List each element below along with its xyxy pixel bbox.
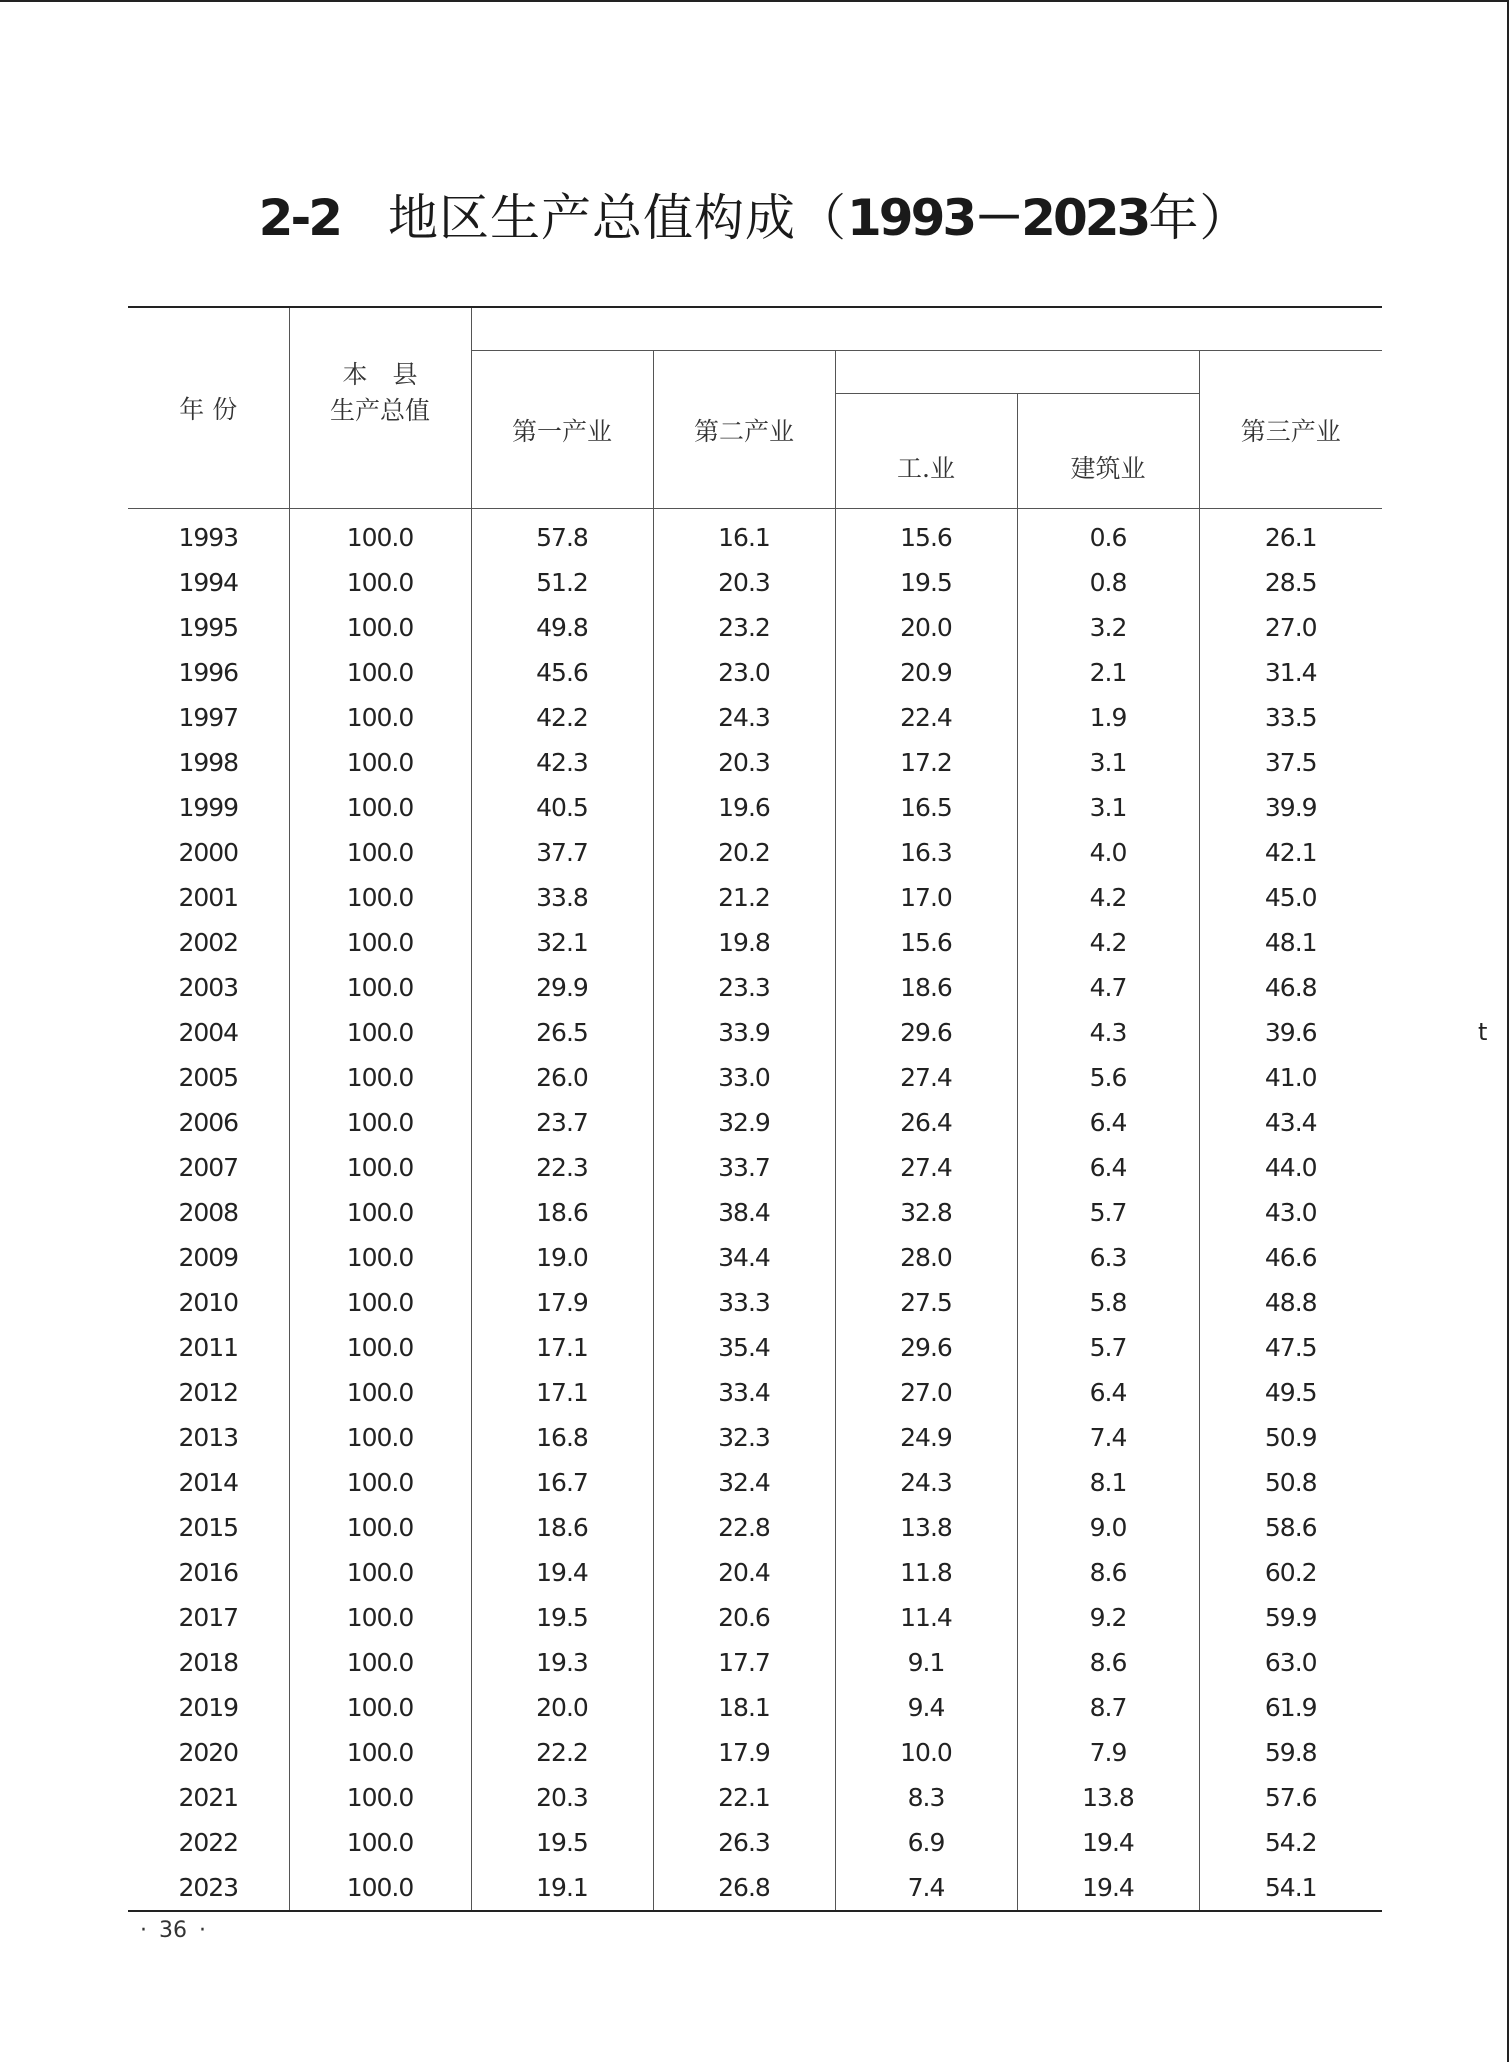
table-cell: 17.0 <box>835 875 1017 920</box>
table-cell: 19.6 <box>653 785 835 830</box>
table-cell: 1995 <box>178 613 239 642</box>
table-cell: 24.3 <box>835 1460 1017 1505</box>
table-cell: 1998 <box>178 748 239 777</box>
table-cell: 27.5 <box>835 1280 1017 1325</box>
table-row <box>128 605 1382 650</box>
title-paren-close: ） <box>1199 189 1251 247</box>
table-cell: 17.9 <box>653 1730 835 1775</box>
table-cell: 2019 <box>178 1693 239 1722</box>
table-cell: 19.5 <box>471 1595 653 1640</box>
table-cell: 100.0 <box>289 560 471 605</box>
table-cell: 33.9 <box>653 1010 835 1055</box>
table-cell: 61.9 <box>1199 1685 1382 1730</box>
table-cell: 2003 <box>178 973 239 1002</box>
table-cell: 8.1 <box>1017 1460 1199 1505</box>
table-cell: 2016 <box>178 1558 239 1587</box>
table-cell: 59.8 <box>1199 1730 1382 1775</box>
table-cell: 100.0 <box>289 1685 471 1730</box>
table-cell: 46.8 <box>1199 965 1382 1010</box>
table-cell: 2015 <box>178 1513 239 1542</box>
header-gdp-line1: 本 县 <box>342 360 418 389</box>
table-cell: 100.0 <box>289 605 471 650</box>
table-cell: 1996 <box>178 658 239 687</box>
table-cell: 16.3 <box>835 830 1017 875</box>
table-cell: 100.0 <box>289 1010 471 1055</box>
table-cell: 20.6 <box>653 1595 835 1640</box>
table-cell: 39.9 <box>1199 785 1382 830</box>
table-cell: 57.8 <box>471 509 653 561</box>
table-cell: 42.2 <box>471 695 653 740</box>
table-cell: 50.8 <box>1199 1460 1382 1505</box>
table-row <box>128 650 1382 695</box>
table-row <box>128 1190 1382 1235</box>
table-cell: 2020 <box>178 1738 239 1767</box>
table-code: 2-2 <box>258 189 340 247</box>
table-row <box>128 1460 1382 1505</box>
table-cell: 22.1 <box>653 1775 835 1820</box>
table-cell: 8.6 <box>1017 1640 1199 1685</box>
table-cell: 22.8 <box>653 1505 835 1550</box>
table-cell: 33.3 <box>653 1280 835 1325</box>
table-cell: 2002 <box>178 928 239 957</box>
table-cell: 33.4 <box>653 1370 835 1415</box>
table-cell: 17.2 <box>835 740 1017 785</box>
table-cell: 31.4 <box>1199 650 1382 695</box>
table-cell: 100.0 <box>289 1190 471 1235</box>
table-cell: 23.0 <box>653 650 835 695</box>
table-cell: 42.3 <box>471 740 653 785</box>
table-cell: 20.4 <box>653 1550 835 1595</box>
table-cell: 13.8 <box>1017 1775 1199 1820</box>
table-cell: 2017 <box>178 1603 239 1632</box>
header-gdp-line2: 生产总值 <box>329 396 430 425</box>
table-cell: 0.8 <box>1017 560 1199 605</box>
table-row <box>128 509 1382 561</box>
table-cell: 28.0 <box>835 1235 1017 1280</box>
table-cell: 100.0 <box>289 1595 471 1640</box>
table-cell: 37.5 <box>1199 740 1382 785</box>
table-cell: 2007 <box>178 1153 239 1182</box>
table-cell: 5.6 <box>1017 1055 1199 1100</box>
table-cell: 100.0 <box>289 1235 471 1280</box>
table-row <box>128 1865 1382 1911</box>
table-cell: 2000 <box>178 838 239 867</box>
table-cell: 47.5 <box>1199 1325 1382 1370</box>
table-cell: 2006 <box>178 1108 239 1137</box>
title-year-suffix: 年 <box>1148 189 1200 247</box>
table-cell: 48.1 <box>1199 920 1382 965</box>
table-cell: 28.5 <box>1199 560 1382 605</box>
table-cell: 100.0 <box>289 785 471 830</box>
table-cell: 23.7 <box>471 1100 653 1145</box>
table-cell: 22.3 <box>471 1145 653 1190</box>
table-cell: 20.3 <box>471 1775 653 1820</box>
table-body <box>128 509 1382 1912</box>
table-cell: 8.7 <box>1017 1685 1199 1730</box>
table-cell: 2009 <box>178 1243 239 1272</box>
table-cell: 26.4 <box>835 1100 1017 1145</box>
table-cell: 19.5 <box>835 560 1017 605</box>
table-cell: 0.6 <box>1017 509 1199 561</box>
table-cell: 18.6 <box>471 1505 653 1550</box>
table-cell: 49.8 <box>471 605 653 650</box>
table-row <box>128 1685 1382 1730</box>
table-cell: 8.3 <box>835 1775 1017 1820</box>
table-cell: 16.8 <box>471 1415 653 1460</box>
table-cell: 6.4 <box>1017 1145 1199 1190</box>
table-cell: 1994 <box>178 568 239 597</box>
table-cell: 100.0 <box>289 1280 471 1325</box>
table-cell: 27.0 <box>835 1370 1017 1415</box>
table-cell: 9.0 <box>1017 1505 1199 1550</box>
table-cell: 26.0 <box>471 1055 653 1100</box>
table-cell: 43.4 <box>1199 1100 1382 1145</box>
table-cell: 7.4 <box>835 1865 1017 1911</box>
header-gdp <box>289 307 471 509</box>
table-cell: 17.1 <box>471 1325 653 1370</box>
table-cell: 100.0 <box>289 740 471 785</box>
table-row <box>128 785 1382 830</box>
table-row <box>128 830 1382 875</box>
table-cell: 2014 <box>178 1468 239 1497</box>
table-cell: 2021 <box>178 1783 239 1812</box>
table-cell: 23.3 <box>653 965 835 1010</box>
table-row <box>128 1145 1382 1190</box>
table-row <box>128 1415 1382 1460</box>
table-cell: 23.2 <box>653 605 835 650</box>
table-cell: 20.9 <box>835 650 1017 695</box>
table-cell: 19.4 <box>1017 1820 1199 1865</box>
table-cell: 100.0 <box>289 1865 471 1911</box>
table-cell: 60.2 <box>1199 1550 1382 1595</box>
table-cell: 15.6 <box>835 509 1017 561</box>
table-cell: 24.9 <box>835 1415 1017 1460</box>
table-cell: 100.0 <box>289 650 471 695</box>
table-cell: 59.9 <box>1199 1595 1382 1640</box>
table-row <box>128 1595 1382 1640</box>
table-cell: 49.5 <box>1199 1370 1382 1415</box>
table-cell: 11.4 <box>835 1595 1017 1640</box>
table-cell: 29.6 <box>835 1325 1017 1370</box>
table-cell: 100.0 <box>289 1820 471 1865</box>
table-cell: 45.0 <box>1199 875 1382 920</box>
table-cell: 54.1 <box>1199 1865 1382 1911</box>
table-cell: 50.9 <box>1199 1415 1382 1460</box>
table-cell: 1999 <box>178 793 239 822</box>
table-cell: 46.6 <box>1199 1235 1382 1280</box>
table-row <box>128 1820 1382 1865</box>
table-cell: 16.5 <box>835 785 1017 830</box>
table-cell: 26.5 <box>471 1010 653 1055</box>
table-cell: 2005 <box>178 1063 239 1092</box>
title-paren-open: （ <box>796 189 847 247</box>
table-cell: 6.4 <box>1017 1370 1199 1415</box>
table-cell: 32.9 <box>653 1100 835 1145</box>
table-cell: 17.1 <box>471 1370 653 1415</box>
table-cell: 35.4 <box>653 1325 835 1370</box>
table-cell: 29.9 <box>471 965 653 1010</box>
table-cell: 100.0 <box>289 920 471 965</box>
table-cell: 100.0 <box>289 1415 471 1460</box>
table-cell: 33.8 <box>471 875 653 920</box>
margin-mark: t <box>1478 1018 1488 1046</box>
table-cell: 57.6 <box>1199 1775 1382 1820</box>
table-name: 地区生产总值构成 <box>388 189 796 247</box>
table-row <box>128 740 1382 785</box>
table-cell: 42.1 <box>1199 830 1382 875</box>
table-cell: 48.8 <box>1199 1280 1382 1325</box>
table-cell: 27.4 <box>835 1145 1017 1190</box>
table-cell: 100.0 <box>289 1370 471 1415</box>
table-cell: 2013 <box>178 1423 239 1452</box>
table-cell: 34.4 <box>653 1235 835 1280</box>
table-cell: 32.4 <box>653 1460 835 1505</box>
table-cell: 33.0 <box>653 1055 835 1100</box>
table-cell: 29.6 <box>835 1010 1017 1055</box>
table-cell: 17.9 <box>471 1280 653 1325</box>
table-cell: 9.2 <box>1017 1595 1199 1640</box>
table-cell: 2008 <box>178 1198 239 1227</box>
table-cell: 4.7 <box>1017 965 1199 1010</box>
header-year: 年 份 <box>128 307 289 509</box>
table-row <box>128 920 1382 965</box>
table-row <box>128 1235 1382 1280</box>
table-row <box>128 875 1382 920</box>
table-cell: 19.4 <box>1017 1865 1199 1911</box>
table-cell: 44.0 <box>1199 1145 1382 1190</box>
table-row <box>128 1730 1382 1775</box>
table-cell: 4.3 <box>1017 1010 1199 1055</box>
table-cell: 22.2 <box>471 1730 653 1775</box>
table-cell: 100.0 <box>289 1100 471 1145</box>
table-cell: 2004 <box>178 1018 239 1047</box>
header-primary-industry: 第一产业 <box>471 351 653 509</box>
table-cell: 26.8 <box>653 1865 835 1911</box>
table-cell: 22.4 <box>835 695 1017 740</box>
table-cell: 6.3 <box>1017 1235 1199 1280</box>
table-cell: 10.0 <box>835 1730 1017 1775</box>
table-cell: 32.3 <box>653 1415 835 1460</box>
table-cell: 100.0 <box>289 965 471 1010</box>
table-cell: 7.9 <box>1017 1730 1199 1775</box>
gdp-composition-table <box>128 306 1382 1912</box>
table-cell: 5.8 <box>1017 1280 1199 1325</box>
table-row <box>128 695 1382 740</box>
table-cell: 100.0 <box>289 1730 471 1775</box>
table-row <box>128 1370 1382 1415</box>
table-row <box>128 560 1382 605</box>
table-cell: 4.2 <box>1017 920 1199 965</box>
table-cell: 39.6 <box>1199 1010 1382 1055</box>
header-construction: 建筑业 <box>1017 394 1199 509</box>
table-cell: 11.8 <box>835 1550 1017 1595</box>
table-cell: 2.1 <box>1017 650 1199 695</box>
table-cell: 19.0 <box>471 1235 653 1280</box>
table-cell: 19.1 <box>471 1865 653 1911</box>
table-cell: 6.4 <box>1017 1100 1199 1145</box>
table-cell: 26.3 <box>653 1820 835 1865</box>
table-cell: 37.7 <box>471 830 653 875</box>
table-cell: 8.6 <box>1017 1550 1199 1595</box>
header-secondary-industry: 第二产业 <box>653 351 835 509</box>
table-cell: 38.4 <box>653 1190 835 1235</box>
table-cell: 19.5 <box>471 1820 653 1865</box>
table-cell: 33.7 <box>653 1145 835 1190</box>
table-cell: 100.0 <box>289 695 471 740</box>
table-cell: 21.2 <box>653 875 835 920</box>
table-cell: 6.9 <box>835 1820 1017 1865</box>
table-row <box>128 965 1382 1010</box>
table-cell: 9.1 <box>835 1640 1017 1685</box>
table-cell: 20.3 <box>653 560 835 605</box>
table-cell: 2011 <box>178 1333 239 1362</box>
table-cell: 43.0 <box>1199 1190 1382 1235</box>
table-row <box>128 1775 1382 1820</box>
table-cell: 20.0 <box>835 605 1017 650</box>
table-cell: 20.2 <box>653 830 835 875</box>
table-cell: 2023 <box>128 1865 289 1911</box>
table-cell: 100.0 <box>289 1550 471 1595</box>
table-cell: 100.0 <box>289 1145 471 1190</box>
table-cell: 100.0 <box>289 875 471 920</box>
header-tertiary-industry: 第三产业 <box>1199 351 1382 509</box>
table-cell: 19.3 <box>471 1640 653 1685</box>
table-cell: 20.3 <box>653 740 835 785</box>
table-cell: 1993 <box>178 523 239 552</box>
header-industry: 工.业 <box>835 394 1017 509</box>
page-top-border <box>0 0 1509 2</box>
table-cell: 33.5 <box>1199 695 1382 740</box>
table-cell: 2022 <box>178 1828 239 1857</box>
table-cell: 100.0 <box>289 509 471 561</box>
table-cell: 100.0 <box>289 1775 471 1820</box>
table-cell: 100.0 <box>289 830 471 875</box>
table-cell: 27.0 <box>1199 605 1382 650</box>
table-cell: 51.2 <box>471 560 653 605</box>
table-cell: 15.6 <box>835 920 1017 965</box>
table-cell: 3.1 <box>1017 785 1199 830</box>
table-row <box>128 1100 1382 1145</box>
table-cell: 1997 <box>178 703 239 732</box>
table-cell: 13.8 <box>835 1505 1017 1550</box>
table-cell: 100.0 <box>289 1055 471 1100</box>
table-cell: 54.2 <box>1199 1820 1382 1865</box>
table-cell: 18.6 <box>471 1190 653 1235</box>
table-cell: 100.0 <box>289 1460 471 1505</box>
table-cell: 41.0 <box>1199 1055 1382 1100</box>
table-cell: 32.8 <box>835 1190 1017 1235</box>
page-number: · 36 · <box>140 1918 206 1943</box>
table-cell: 45.6 <box>471 650 653 695</box>
table-cell: 3.1 <box>1017 740 1199 785</box>
table-cell: 5.7 <box>1017 1325 1199 1370</box>
table-cell: 2010 <box>178 1288 239 1317</box>
table-cell: 2018 <box>178 1648 239 1677</box>
table-cell: 19.8 <box>653 920 835 965</box>
table-cell: 19.4 <box>471 1550 653 1595</box>
table-cell: 4.2 <box>1017 875 1199 920</box>
table-cell: 63.0 <box>1199 1640 1382 1685</box>
table-cell: 27.4 <box>835 1055 1017 1100</box>
table-cell: 24.3 <box>653 695 835 740</box>
table-cell: 20.0 <box>471 1685 653 1730</box>
table-cell: 32.1 <box>471 920 653 965</box>
table-cell: 100.0 <box>289 1505 471 1550</box>
table-cell: 40.5 <box>471 785 653 830</box>
table-cell: 26.1 <box>1199 509 1382 561</box>
page-title <box>0 178 1509 250</box>
table-cell: 18.6 <box>835 965 1017 1010</box>
table-row <box>128 1325 1382 1370</box>
table-cell: 16.1 <box>653 509 835 561</box>
table-cell: 17.7 <box>653 1640 835 1685</box>
table-cell: 9.4 <box>835 1685 1017 1730</box>
table-cell: 5.7 <box>1017 1190 1199 1235</box>
table-cell: 3.2 <box>1017 605 1199 650</box>
table-cell: 58.6 <box>1199 1505 1382 1550</box>
title-years: 1993－2023 <box>847 189 1149 247</box>
table-cell: 16.7 <box>471 1460 653 1505</box>
table-row <box>128 1055 1382 1100</box>
table-cell: 4.0 <box>1017 830 1199 875</box>
table-cell: 100.0 <box>289 1640 471 1685</box>
table-row <box>128 1505 1382 1550</box>
table-cell: 18.1 <box>653 1685 835 1730</box>
table-cell: 2012 <box>178 1378 239 1407</box>
table-cell: 100.0 <box>289 1325 471 1370</box>
table-cell: 1.9 <box>1017 695 1199 740</box>
table-row <box>128 1010 1382 1055</box>
table-row <box>128 1550 1382 1595</box>
table-cell: 2001 <box>178 883 239 912</box>
table-cell: 7.4 <box>1017 1415 1199 1460</box>
table-row <box>128 1640 1382 1685</box>
table-row <box>128 1280 1382 1325</box>
